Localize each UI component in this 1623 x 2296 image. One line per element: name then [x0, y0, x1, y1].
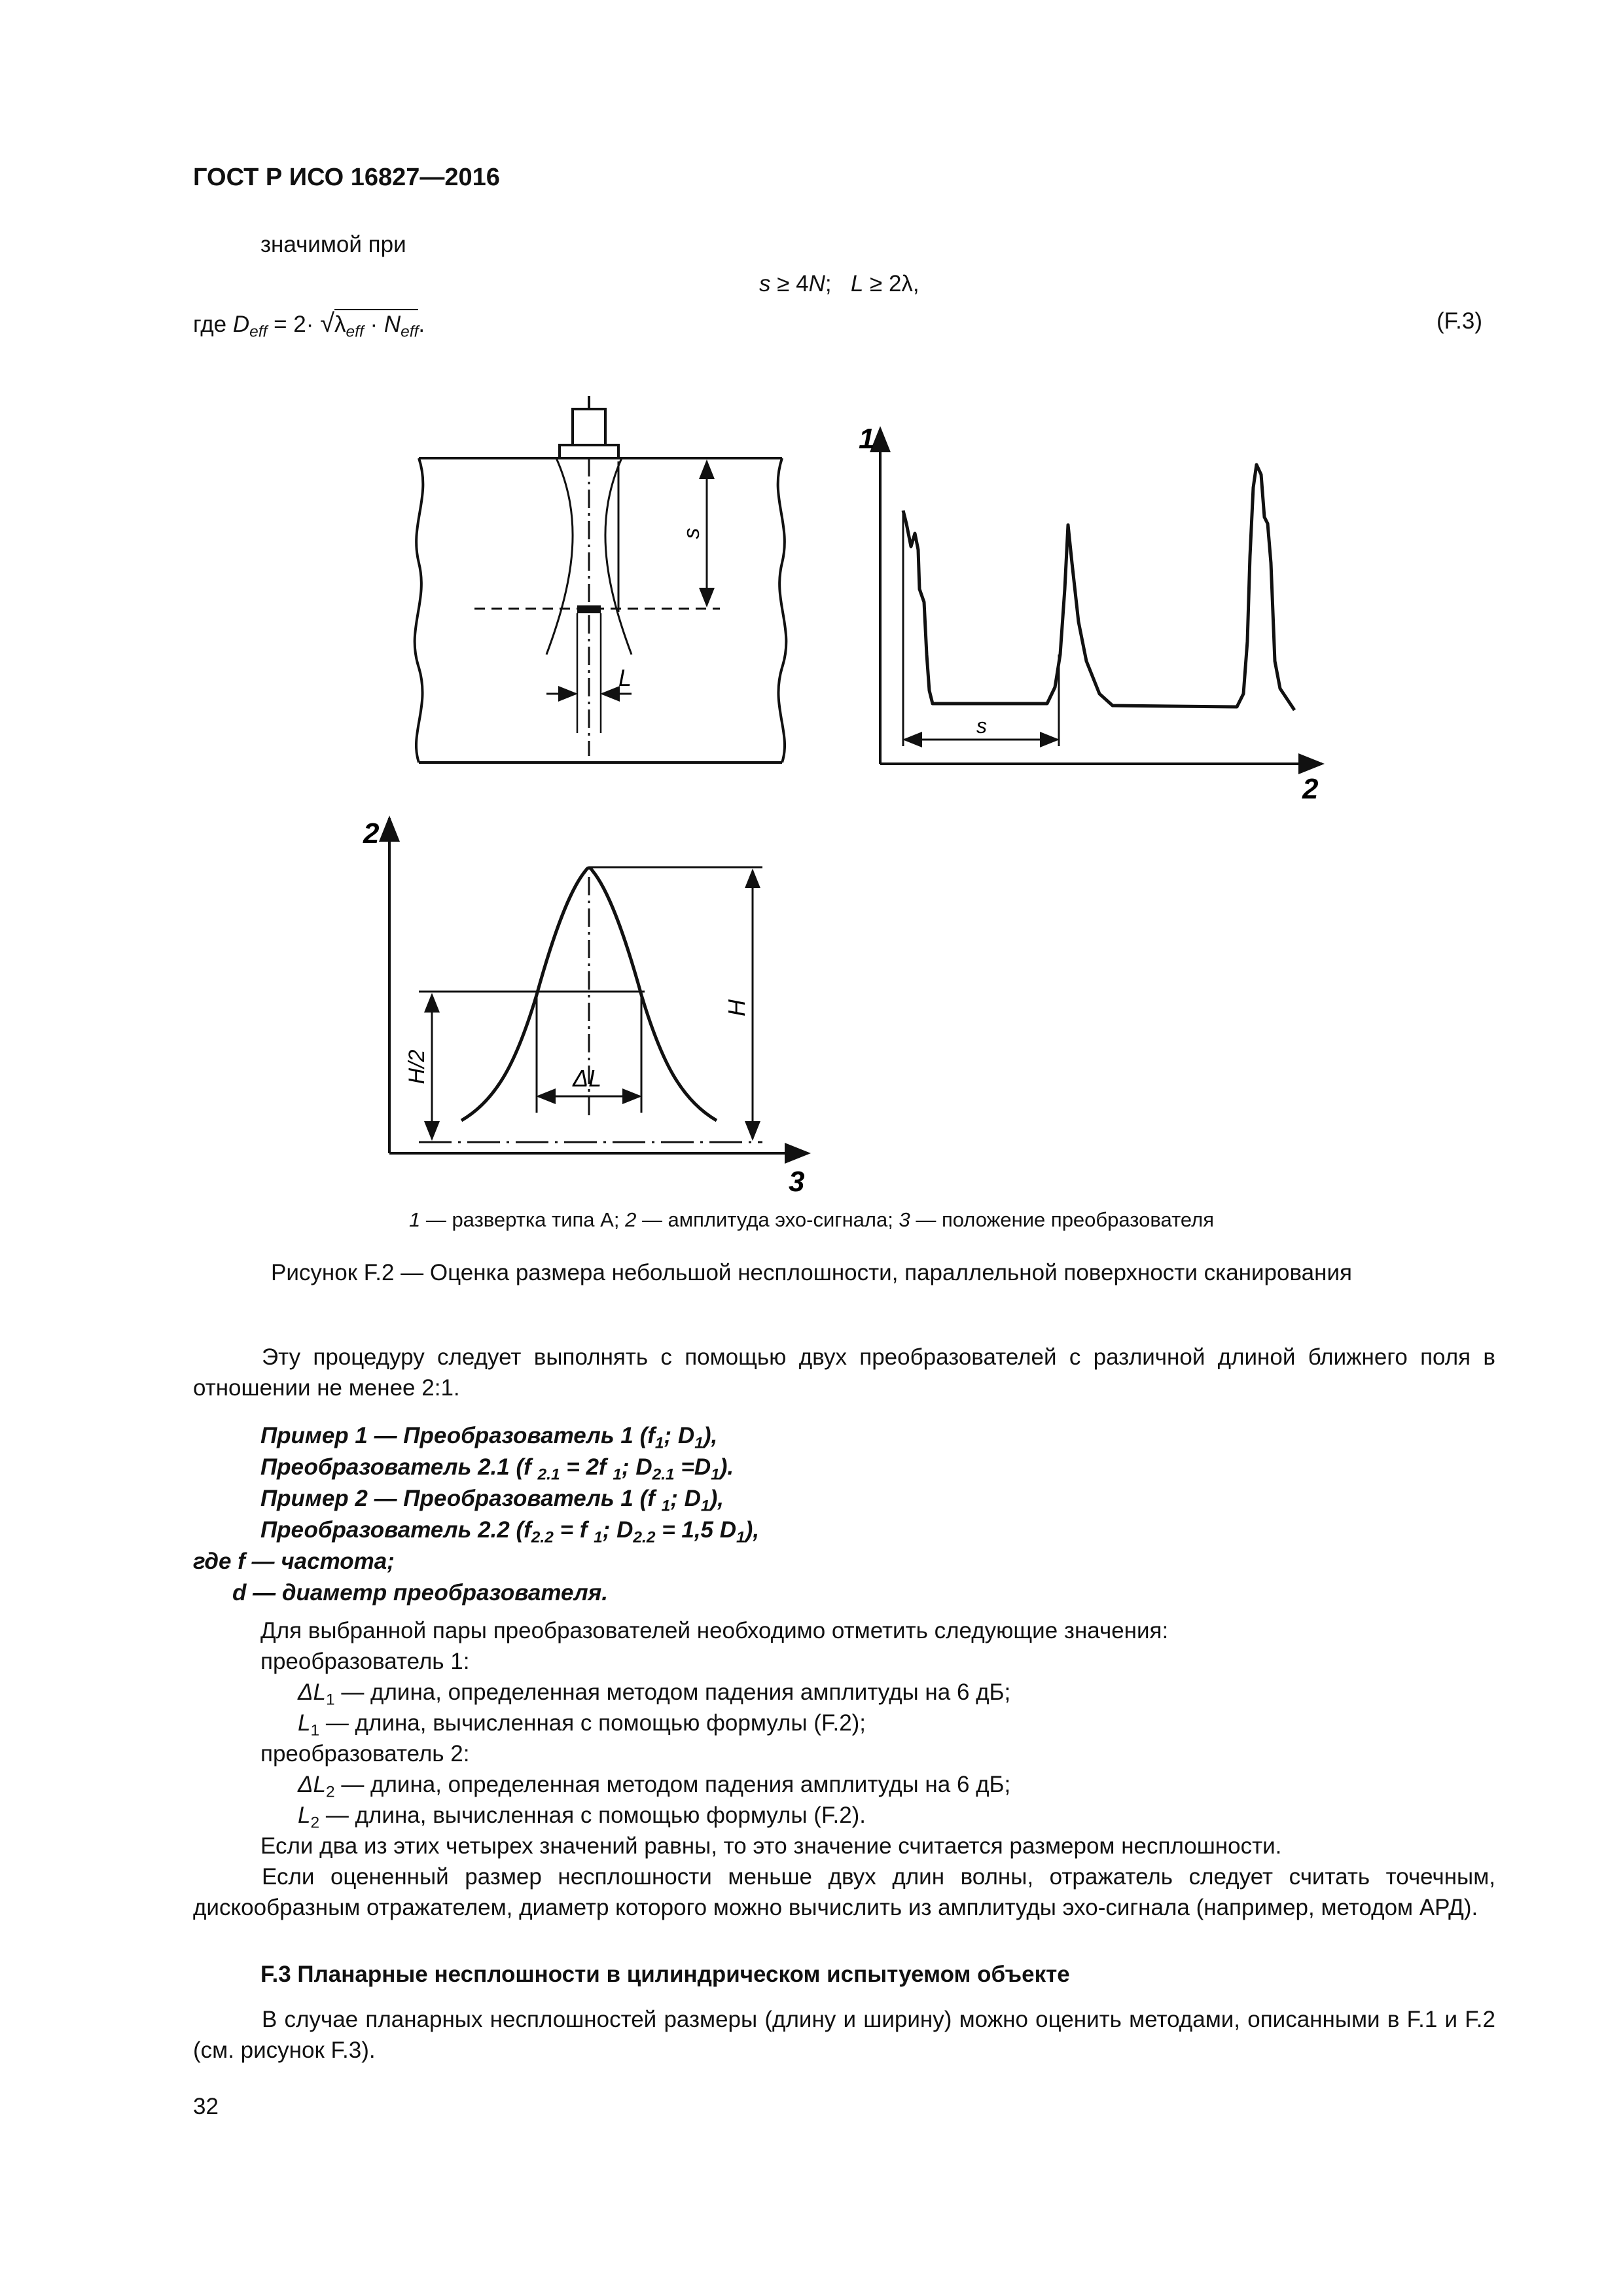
- where-f: где f — частота;: [193, 1549, 395, 1574]
- transducer-probe: [560, 396, 618, 458]
- H-half-label: H/2: [404, 1049, 429, 1085]
- converter-1-label: преобразователь 1:: [260, 1649, 470, 1674]
- example-1-line-b: Преобразователь 2.1 (f $_{2.1}$ = 2f $_1$; $D_{2.1} =D_1$).: [260, 1454, 734, 1484]
- L2-item: $L_2$ — длина, вычисленная с помощью формулы (F.2).: [298, 1803, 866, 1832]
- figure-legend: 1 — развертка типа А; 2 — амплитуда эхо-сигнала; 3 — положение преобразователя: [408, 1208, 1215, 1231]
- deltaL-label: ΔL: [573, 1065, 602, 1092]
- paragraph-procedure: Эту процедуру следует выполнять с помощью двух преобразователей с различной длиной ближнего поля в отношении не менее 2:1.: [193, 1344, 1495, 1401]
- page-number: 32: [193, 2094, 219, 2119]
- example-2-line-a: Пример 2 — Преобразователь 1 (f $_1$; $D_1$),: [260, 1486, 724, 1515]
- ascan-s-label: s: [976, 714, 987, 738]
- condition-formula: s ≥ 4N; L ≥ 2λ,: [759, 271, 919, 296]
- H-label: H: [723, 999, 750, 1016]
- deff-formula: где $D_{eff} = 2\cdot √\lambda_{eff} \cdot N_{eff}$.: [193, 309, 425, 341]
- example-2-line-b: Преобразователь 2.2 ($f_{2.2} = f$ $_1$; $D_{2.2} = 1,5$ $D_1$),: [260, 1517, 760, 1547]
- figure-title: Рисунок F.2 — Оценка размера небольшой несплошности, параллельной поверхности сканирования: [271, 1260, 1352, 1285]
- L1-item: $L_1$ — длина, вычисленная с помощью формулы (F.2);: [298, 1710, 866, 1740]
- L-label: L: [618, 664, 632, 691]
- ascan-axis-label-2: 2: [1302, 773, 1319, 805]
- ascan-axis-label-1: 1: [859, 423, 875, 455]
- intro-line: значимой при: [260, 232, 406, 257]
- example-1-line-a: Пример 1 — Преобразователь 1 ($f_1$; $D_1$),: [260, 1423, 718, 1452]
- section-heading-f3: F.3 Планарные несплошности в цилиндрическом испытуемом объекте: [260, 1962, 1070, 1987]
- depth-s-label: s: [679, 528, 704, 539]
- echo-axis-label-3: 3: [789, 1166, 805, 1198]
- echo-axis-label-2: 2: [363, 817, 380, 850]
- equal-values-sentence: Если два из этих четырех значений равны, то это значение считается размером несплошности.: [260, 1833, 1282, 1859]
- deltaL1-item: $\Delta L_1$ — длина, определенная методом падения амплитуды на 6 дБ;: [298, 1679, 1011, 1709]
- list-intro: Для выбранной пары преобразователей необходимо отметить следующие значения:: [260, 1618, 1169, 1643]
- page-header: ГОСТ Р ИСО 16827—2016: [193, 164, 500, 191]
- ascan-trace: [903, 465, 1294, 710]
- paragraph-planar: В случае планарных несплошностей размеры (длину и ширину) можно оценить методами, описанными в F.1 и F.2 (см. рисунок F.3).: [193, 2007, 1495, 2064]
- converter-2-label: преобразователь 2:: [260, 1741, 470, 1767]
- paragraph-estimate: Если оцененный размер несплошности меньше двух длин волны, отражатель следует считать точечным, дискообразным отражателем, диаметр которого можно вычислить из амплитуды эхо-сигнала (например, методом АРД).: [193, 1864, 1495, 1921]
- formula-number: (F.3): [1436, 308, 1482, 334]
- where-d: d — диаметр преобразователя.: [232, 1580, 609, 1605]
- deltaL2-item: $\Delta L_2$ — длина, определенная методом падения амплитуды на 6 дБ;: [298, 1772, 1011, 1801]
